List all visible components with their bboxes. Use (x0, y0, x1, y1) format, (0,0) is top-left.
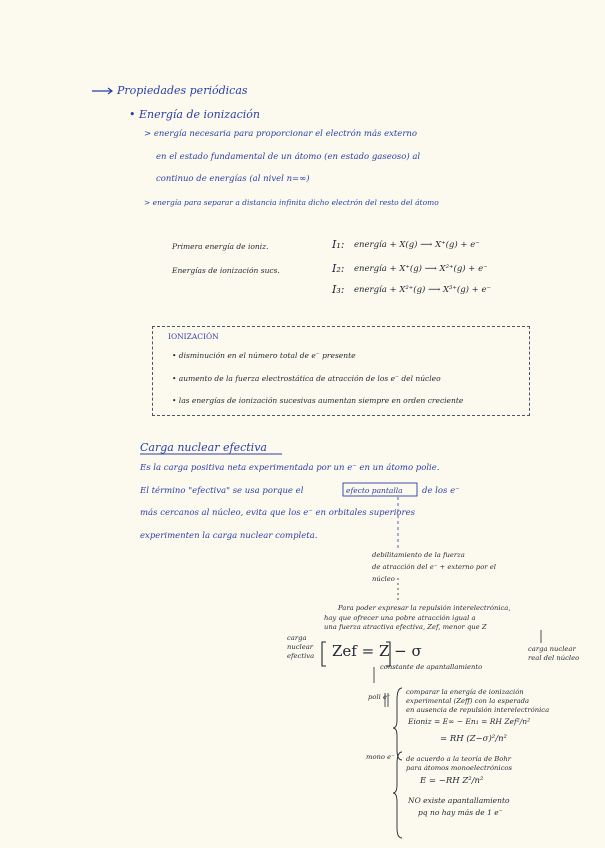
eq-label-3: I₃: (332, 283, 345, 296)
eq-text-1: energía + X(g) ⟶ X⁺(g) + e⁻ (354, 240, 480, 250)
box-item-1: • disminución en el número total de e⁻ presente (172, 351, 356, 360)
section2-line-1: Es la carga positiva neta experimentada por un e⁻ en un átomo polie. (140, 463, 440, 473)
mono-line-2: para átomos monoelectrónicos (406, 764, 512, 772)
section2-title: Carga nuclear efectiva (140, 441, 267, 454)
efecto-pantalla-text: efecto pantalla (346, 486, 403, 495)
eq-label-2: I₂: (332, 262, 345, 275)
poli-eq-1: Eioniz = E∞ − En₁ = RH Zef²/n² (408, 717, 531, 726)
ion-label-succ: Energías de ionización sucs. (172, 266, 280, 275)
eq-label-1: I₁: (332, 238, 345, 251)
section2-line-3: más cercanos al núcleo, evita que los e⁻ en orbitales superiores (140, 508, 416, 518)
formula-left-3: efectiva (287, 652, 315, 660)
poli-eq-2: = RH (Z−σ)²/n² (440, 734, 507, 744)
poli-line-1: comparar la energía de ionización (406, 688, 524, 696)
shield-note-2: de atracción del e⁻ + externo por el (372, 563, 496, 571)
repulsion-note-1: Para poder expresar la repulsión interelectrónica, (338, 604, 511, 612)
page-title: Propiedades periódicas (117, 84, 248, 97)
mono-no-2: pq no hay más de 1 e⁻ (418, 808, 503, 817)
sigma-label: constante de apantallamiento (380, 663, 483, 671)
poli-line-3: en ausencia de repulsión interelectrónica (406, 706, 550, 714)
shield-note-3: núcleo (372, 575, 395, 583)
def-line-2: en el estado fundamental de un átomo (en estado gaseoso) al (156, 152, 421, 162)
ion-label-first: Primera energía de ioniz. (172, 242, 269, 251)
section2-line-2: El término "efectiva" se usa porque el (140, 486, 304, 496)
poli-line-2: experimental (Zeff) con la esperada (406, 697, 530, 705)
zef-formula: Zef = Z − σ (332, 642, 422, 660)
repulsion-note-3: una fuerza atractiva efectiva, Zef, menor que Z (324, 623, 487, 631)
section2-line-2b: de los e⁻ (422, 486, 460, 496)
bullet-title: • Energía de ionización (129, 108, 261, 121)
box-item-2: • aumento de la fuerza electrostática de atracción de los e⁻ del núcleo (172, 374, 441, 383)
mono-no-1: NO existe apantallamiento (408, 796, 510, 805)
poli-label: poli e⁻ (368, 693, 391, 701)
def-line-1: > energía necesaria para proporcionar el electrón más externo (144, 129, 417, 139)
mono-eq: E = −RH Z²/n² (420, 776, 484, 786)
formula-right-1: carga nuclear (528, 645, 576, 653)
box-title: IONIZACIÓN (168, 332, 219, 341)
def-line-4: > energía para separar a distancia infinita dicho electrón del resto del átomo (144, 198, 439, 207)
formula-left-2: nuclear (287, 643, 314, 651)
poli-brace (393, 688, 402, 760)
formula-right-2: real del núcleo (528, 654, 580, 662)
shield-note-1: debilitamiento de la fuerza (372, 551, 465, 559)
def-line-3: continuo de energías (al nivel n=∞) (156, 174, 310, 184)
formula-left-1: carga (287, 634, 307, 642)
eq-text-3: energía + X²⁺(g) ⟶ X³⁺(g) + e⁻ (354, 285, 492, 295)
mono-line-1: de acuerdo a la teoría de Bohr (406, 755, 511, 763)
repulsion-note-2: hay que ofrecer una pobre atracción igual a (324, 614, 476, 622)
mono-brace (393, 752, 402, 838)
section2-line-4: experimenten la carga nuclear completa. (140, 531, 318, 541)
box-item-3: • las energías de ionización sucesivas aumentan siempre en orden creciente (172, 396, 464, 405)
eq-text-2: energía + X⁺(g) ⟶ X²⁺(g) + e⁻ (354, 264, 488, 274)
formula-bracket-left (322, 642, 326, 666)
mono-label: mono e⁻ (366, 753, 395, 761)
